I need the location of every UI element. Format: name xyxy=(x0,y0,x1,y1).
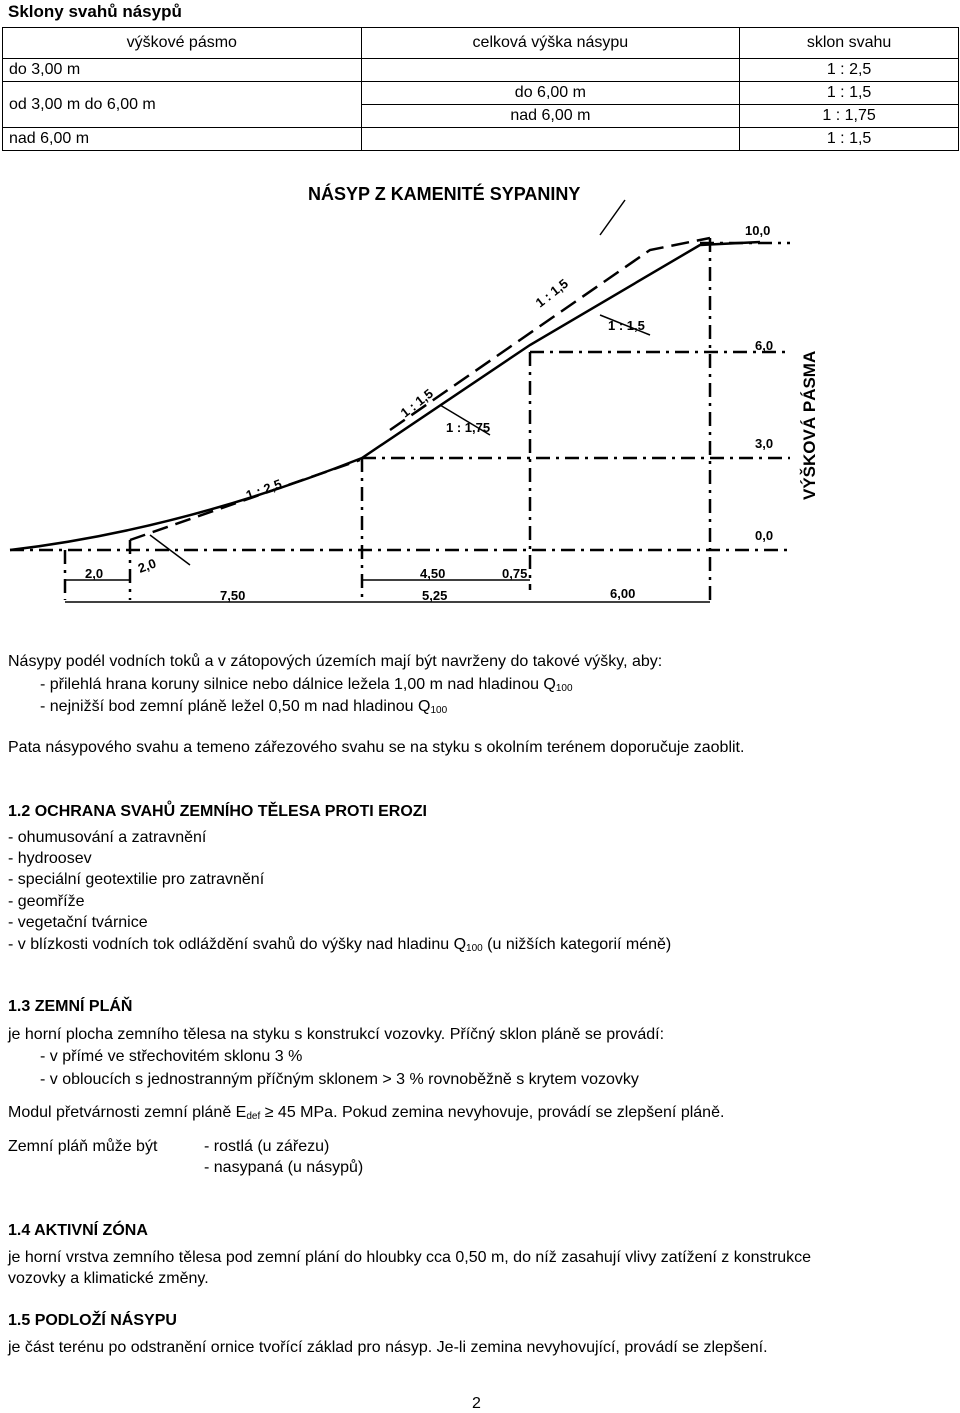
section-heading: 1.5 PODLOŽÍ NÁSYPU xyxy=(8,1312,177,1329)
slope-label: 2,0 xyxy=(135,555,159,576)
level-label: 3,0 xyxy=(755,436,774,451)
list-item: - rostlá (u zářezu) xyxy=(204,1138,330,1155)
table-cell xyxy=(361,128,740,151)
intro-line: Násypy podél vodních toků a v zátopových územích mají být navrženy do takové výšky, aby: xyxy=(8,653,663,670)
list-item: - speciální geotextilie pro zatravnění xyxy=(8,871,265,888)
intro-bullet-text: - přilehlá hrana koruny silnice nebo dálnice ležela 1,00 m nad hladinou Q xyxy=(40,676,556,693)
list-item: - hydroosev xyxy=(8,850,92,867)
embankment-diagram xyxy=(0,160,960,620)
figure-title: NÁSYP Z KAMENITÉ SYPANINY xyxy=(308,184,581,204)
vertical-zone-label: VÝŠKOVÁ PÁSMA xyxy=(800,350,819,500)
dim-label: 7,50 xyxy=(220,588,246,603)
dim-label: 5,25 xyxy=(422,588,448,603)
dim-label: 4,50 xyxy=(420,566,446,581)
table-cell: 1 : 1,5 xyxy=(740,128,959,151)
page-number: 2 xyxy=(472,1395,481,1412)
list-item: - vegetační tvárnice xyxy=(8,914,148,931)
dim-label: 6,00 xyxy=(610,586,636,601)
subscript: 100 xyxy=(430,705,448,716)
list-item-text: - v blízkosti vodních tok odláždění svahů do výšky nad hladinu Q xyxy=(8,936,467,953)
subscript: 100 xyxy=(466,943,483,954)
table-cell: 1 : 2,5 xyxy=(740,59,959,82)
dim-label: 2,0 xyxy=(85,566,104,581)
list-item: - ohumusování a zatravnění xyxy=(8,829,207,846)
table-row xyxy=(3,82,959,105)
table-cell: od 3,00 m do 6,00 m xyxy=(3,82,362,128)
table-cell: do 3,00 m xyxy=(3,59,362,82)
list-item-text: (u nižších kategorií méně) xyxy=(482,936,672,953)
slope-line xyxy=(10,242,760,550)
paragraph-text: Modul přetvárnosti zemní pláně E xyxy=(8,1104,247,1121)
table-header: výškové pásmo xyxy=(3,28,362,59)
slope-label: 1 : 1,5 xyxy=(608,318,645,333)
list-item xyxy=(8,935,671,959)
slope-label: 1 : 2,5 xyxy=(243,476,284,503)
table-cell: 1 : 1,75 xyxy=(740,105,959,128)
table-row xyxy=(3,128,959,151)
paragraph: je horní vrstva zemního tělesa pod zemní plání do hloubky cca 0,50 m, do níž zasahují vlivy zatížení z konstrukce xyxy=(8,1249,812,1266)
leader-line xyxy=(600,200,625,235)
table-header: celková výška násypu xyxy=(361,28,740,59)
intro-bullet-text: - nejnižší bod zemní pláně ležel 0,50 m nad hladinou Q xyxy=(40,698,431,715)
paragraph xyxy=(8,1103,724,1127)
list-item: - geomříže xyxy=(8,893,85,910)
paragraph: Zemní pláň může být xyxy=(8,1138,158,1155)
slope-label: 1 : 1,75 xyxy=(446,420,491,435)
paragraph: je horní plocha zemního tělesa na styku s konstrukcí vozovky. Příčný sklon pláně se provádí: xyxy=(8,1026,665,1043)
table-cell: nad 6,00 m xyxy=(361,105,740,128)
table-header: sklon svahu xyxy=(740,28,959,59)
table-cell: 1 : 1,5 xyxy=(740,82,959,105)
slope-label: 1 : 1,5 xyxy=(532,275,571,311)
list-item: - nasypaná (u násypů) xyxy=(204,1159,364,1176)
paragraph-text: ≥ 45 MPa. Pokud zemina nevyhovuje, provádí se zlepšení pláně. xyxy=(260,1104,725,1121)
subscript: 100 xyxy=(555,683,573,694)
intro-note: Pata násypového svahu a temeno zářezového svahu se na styku s okolním terénem doporučuje zaoblit. xyxy=(8,739,745,756)
page-title: Sklony svahů násypů xyxy=(8,2,182,21)
section-heading: 1.3 ZEMNÍ PLÁŇ xyxy=(8,998,133,1015)
table-cell: nad 6,00 m xyxy=(3,128,362,151)
subscript: def xyxy=(246,1111,261,1122)
dim-label: 0,75 xyxy=(502,566,528,581)
table-cell: do 6,00 m xyxy=(361,82,740,105)
paragraph: je část terénu po odstranění ornice tvořící základ pro násyp. Je-li zemina nevyhovující, provádí se zlepšení. xyxy=(8,1339,768,1356)
level-label: 6,0 xyxy=(755,338,774,353)
section-heading: 1.2 OCHRANA SVAHŮ ZEMNÍHO TĚLESA PROTI EROZI xyxy=(8,803,427,820)
level-label: 10,0 xyxy=(745,223,771,238)
intro-bullet xyxy=(40,697,447,721)
intro-bullet xyxy=(40,675,573,699)
paragraph: vozovky a klimatické změny. xyxy=(8,1270,209,1287)
list-item: - v obloucích s jednostranným příčným sklonem > 3 % rovnoběžně s krytem vozovky xyxy=(40,1071,639,1088)
table-cell xyxy=(361,59,740,82)
slope-table xyxy=(2,27,959,151)
section-heading: 1.4 AKTIVNÍ ZÓNA xyxy=(8,1222,148,1239)
table-header-row xyxy=(3,28,959,59)
list-item: - v přímé ve střechovitém sklonu 3 % xyxy=(40,1048,303,1065)
toe-dashed-line xyxy=(130,460,360,540)
level-label: 0,0 xyxy=(755,528,774,543)
table-row xyxy=(3,59,959,82)
slope-label: 1 : 1,5 xyxy=(397,385,436,421)
